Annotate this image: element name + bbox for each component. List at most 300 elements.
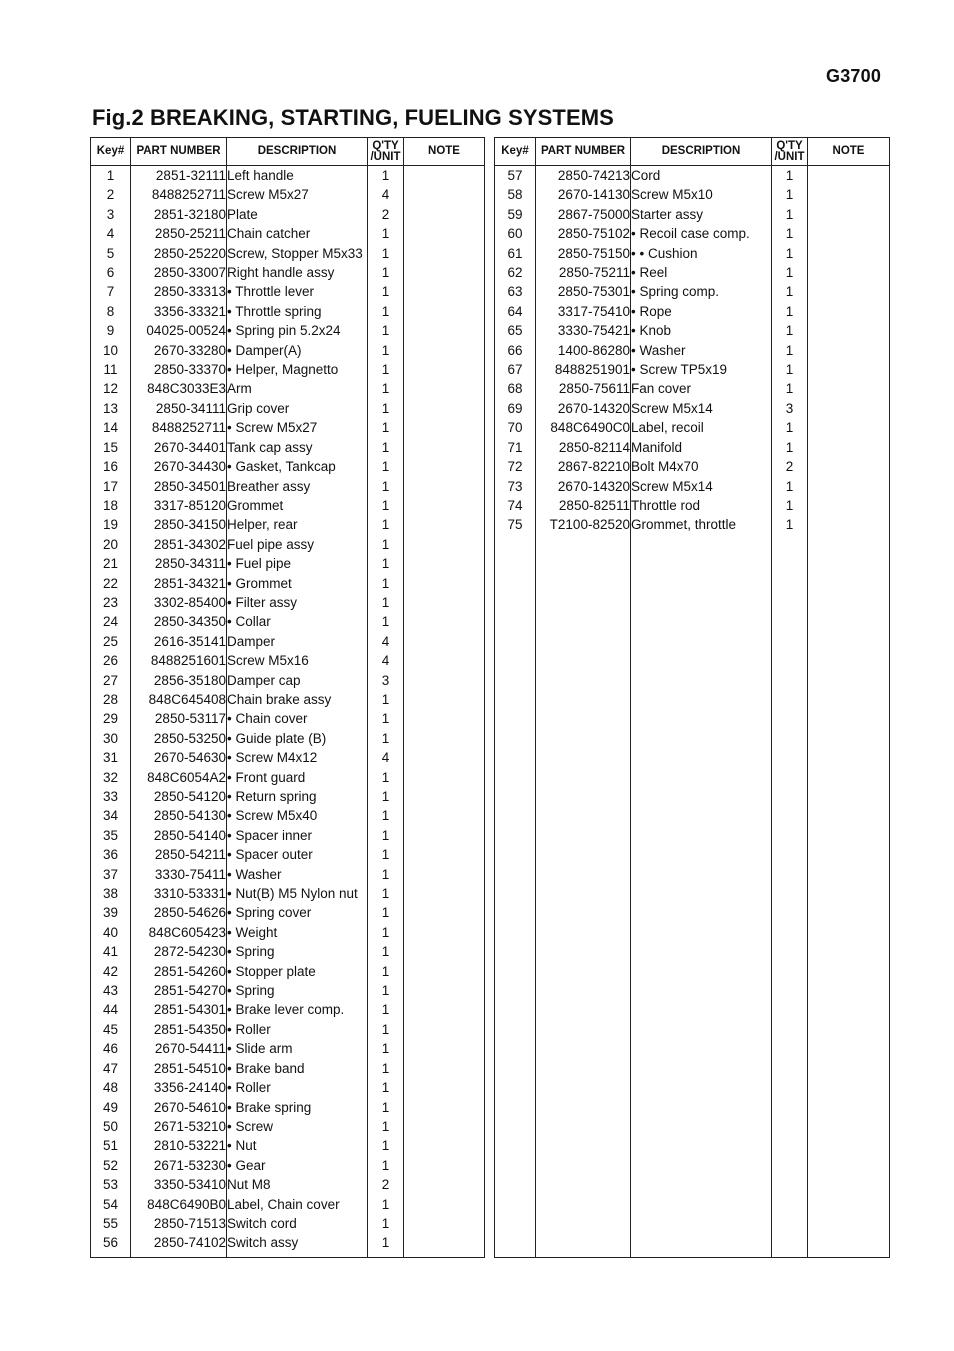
- table-row: [91, 632, 485, 651]
- note-cell: [404, 535, 485, 554]
- description-cell: Throttle rod: [631, 496, 772, 515]
- part-number-cell: 2851-54510: [131, 1059, 227, 1078]
- part-number-cell: 2850-75102: [536, 224, 631, 243]
- table-row: [495, 457, 890, 476]
- note-cell: [808, 321, 890, 340]
- key-cell: 53: [91, 1175, 131, 1194]
- description-cell: • Brake band: [227, 1059, 368, 1078]
- description-cell: • Spring cover: [227, 903, 368, 922]
- note-cell: [404, 1117, 485, 1136]
- note-cell: [404, 302, 485, 321]
- qty-cell: 1: [368, 981, 404, 1000]
- part-number-cell: 1400-86280: [536, 341, 631, 360]
- note-cell: [808, 496, 890, 515]
- part-number-cell: 3350-53410: [131, 1175, 227, 1194]
- table-row: [91, 962, 485, 981]
- part-number-cell: 2850-54211: [131, 845, 227, 864]
- header-qty-line2: /UNIT: [774, 150, 805, 163]
- part-number-cell: 2872-54230: [131, 942, 227, 961]
- key-cell: 61: [495, 244, 536, 263]
- key-cell: 38: [91, 884, 131, 903]
- qty-cell: 1: [772, 205, 808, 224]
- note-cell: [404, 923, 485, 942]
- note-cell: [404, 768, 485, 787]
- table-row: [495, 263, 890, 282]
- key-cell: 8: [91, 302, 131, 321]
- key-cell: 57: [495, 166, 536, 186]
- key-cell: 65: [495, 321, 536, 340]
- key-cell: 71: [495, 438, 536, 457]
- table-row: [91, 1136, 485, 1155]
- description-cell: • Helper, Magnetto: [227, 360, 368, 379]
- table-row: [495, 360, 890, 379]
- header-description: DESCRIPTION: [631, 138, 772, 166]
- description-cell: Screw M5x14: [631, 399, 772, 418]
- note-cell: [404, 806, 485, 825]
- table-row: [91, 1156, 485, 1175]
- note-cell: [404, 399, 485, 418]
- part-number-cell: 2670-54411: [131, 1039, 227, 1058]
- table-row: [91, 1117, 485, 1136]
- table-row: [91, 981, 485, 1000]
- description-cell: Cord: [631, 166, 772, 186]
- part-number-cell: 2851-32111: [131, 166, 227, 186]
- qty-cell: 1: [368, 884, 404, 903]
- description-cell: Switch assy: [227, 1233, 368, 1252]
- qty-cell: 1: [368, 729, 404, 748]
- empty-cell: [131, 1253, 227, 1258]
- table-row: [91, 224, 485, 243]
- part-number-cell: 2851-54301: [131, 1000, 227, 1019]
- note-cell: [404, 1195, 485, 1214]
- qty-cell: 1: [368, 515, 404, 534]
- part-number-cell: 2850-75301: [536, 282, 631, 301]
- key-cell: 13: [91, 399, 131, 418]
- key-cell: 42: [91, 962, 131, 981]
- qty-cell: 1: [368, 1156, 404, 1175]
- part-number-cell: 2850-71513: [131, 1214, 227, 1233]
- table-header-row: [91, 138, 485, 166]
- description-cell: • Chain cover: [227, 709, 368, 728]
- part-number-cell: 2671-53230: [131, 1156, 227, 1175]
- table-header-row: [495, 138, 890, 166]
- part-number-cell: 2851-32180: [131, 205, 227, 224]
- part-number-cell: 2850-54130: [131, 806, 227, 825]
- qty-cell: 1: [368, 593, 404, 612]
- table-row: [91, 593, 485, 612]
- part-number-cell: 3317-85120: [131, 496, 227, 515]
- table-row: [91, 515, 485, 534]
- qty-cell: 1: [772, 263, 808, 282]
- table-row: [495, 399, 890, 418]
- key-cell: 70: [495, 418, 536, 437]
- key-cell: 51: [91, 1136, 131, 1155]
- note-cell: [404, 1175, 485, 1194]
- qty-cell: 4: [368, 651, 404, 670]
- qty-cell: 1: [368, 1000, 404, 1019]
- table-row: [91, 205, 485, 224]
- table-row: [91, 341, 485, 360]
- qty-cell: 1: [368, 1214, 404, 1233]
- qty-cell: 1: [368, 768, 404, 787]
- part-number-cell: T2100-82520: [536, 515, 631, 534]
- part-number-cell: 8488251601: [131, 651, 227, 670]
- description-cell: Starter assy: [631, 205, 772, 224]
- description-cell: Grommet: [227, 496, 368, 515]
- qty-cell: 1: [772, 321, 808, 340]
- empty-cell: [631, 535, 772, 1258]
- part-number-cell: 2850-33370: [131, 360, 227, 379]
- table-row: [91, 1195, 485, 1214]
- part-number-cell: 2851-54350: [131, 1020, 227, 1039]
- description-cell: Left handle: [227, 166, 368, 186]
- part-number-cell: 3330-75421: [536, 321, 631, 340]
- qty-cell: 1: [368, 1233, 404, 1252]
- qty-cell: 1: [368, 1078, 404, 1097]
- part-number-cell: 2616-35141: [131, 632, 227, 651]
- key-cell: 54: [91, 1195, 131, 1214]
- table-row: [91, 923, 485, 942]
- description-cell: Grommet, throttle: [631, 515, 772, 534]
- note-cell: [404, 593, 485, 612]
- table-row: [91, 185, 485, 204]
- qty-cell: 1: [772, 166, 808, 186]
- parts-table-left-body: [91, 166, 485, 1258]
- table-row: [91, 282, 485, 301]
- table-row: [91, 612, 485, 631]
- part-number-cell: 2850-53117: [131, 709, 227, 728]
- description-cell: • Spring: [227, 942, 368, 961]
- header-qty-line1: Q'TY: [372, 139, 399, 152]
- part-number-cell: 2856-35180: [131, 671, 227, 690]
- table-row: [91, 1000, 485, 1019]
- note-cell: [404, 671, 485, 690]
- note-cell: [404, 1020, 485, 1039]
- description-cell: Fan cover: [631, 379, 772, 398]
- description-cell: • Spring: [227, 981, 368, 1000]
- qty-cell: 1: [772, 418, 808, 437]
- key-cell: 34: [91, 806, 131, 825]
- part-number-cell: 2850-54626: [131, 903, 227, 922]
- table-row: [91, 1098, 485, 1117]
- part-number-cell: 2670-14130: [536, 185, 631, 204]
- key-cell: 59: [495, 205, 536, 224]
- key-cell: 39: [91, 903, 131, 922]
- part-number-cell: 04025-00524: [131, 321, 227, 340]
- part-number-cell: 2851-34302: [131, 535, 227, 554]
- key-cell: 33: [91, 787, 131, 806]
- qty-cell: 1: [772, 515, 808, 534]
- part-number-cell: 2670-33280: [131, 341, 227, 360]
- part-number-cell: 3356-24140: [131, 1078, 227, 1097]
- note-cell: [404, 787, 485, 806]
- part-number-cell: 2851-54260: [131, 962, 227, 981]
- qty-cell: 1: [368, 535, 404, 554]
- description-cell: Bolt M4x70: [631, 457, 772, 476]
- note-cell: [404, 1233, 485, 1252]
- part-number-cell: 2850-82511: [536, 496, 631, 515]
- part-number-cell: 2850-82114: [536, 438, 631, 457]
- description-cell: • Nut(B) M5 Nylon nut: [227, 884, 368, 903]
- qty-cell: 1: [772, 244, 808, 263]
- qty-cell: 1: [772, 185, 808, 204]
- qty-cell: 1: [772, 438, 808, 457]
- description-cell: • Washer: [631, 341, 772, 360]
- key-cell: 6: [91, 263, 131, 282]
- note-cell: [404, 341, 485, 360]
- part-number-cell: 2850-75611: [536, 379, 631, 398]
- table-row: [91, 438, 485, 457]
- key-cell: 46: [91, 1039, 131, 1058]
- part-number-cell: 2867-75000: [536, 205, 631, 224]
- key-cell: 49: [91, 1098, 131, 1117]
- key-cell: 52: [91, 1156, 131, 1175]
- header-description: DESCRIPTION: [227, 138, 368, 166]
- part-number-cell: 2850-33313: [131, 282, 227, 301]
- part-number-cell: 3356-33321: [131, 302, 227, 321]
- note-cell: [808, 379, 890, 398]
- qty-cell: 1: [368, 341, 404, 360]
- part-number-cell: 2850-75150: [536, 244, 631, 263]
- part-number-cell: 848C3033E3: [131, 379, 227, 398]
- parts-table-right: [494, 137, 890, 1258]
- header-note: NOTE: [808, 138, 890, 166]
- note-cell: [404, 962, 485, 981]
- qty-cell: 2: [368, 205, 404, 224]
- qty-cell: 1: [368, 612, 404, 631]
- key-cell: 75: [495, 515, 536, 534]
- description-cell: • • Cushion: [631, 244, 772, 263]
- part-number-cell: 2850-34150: [131, 515, 227, 534]
- table-row: [91, 671, 485, 690]
- table-row: [495, 418, 890, 437]
- header-qty: [772, 138, 808, 166]
- header-note: NOTE: [404, 138, 485, 166]
- key-cell: 2: [91, 185, 131, 204]
- note-cell: [808, 166, 890, 186]
- qty-cell: 1: [368, 1059, 404, 1078]
- qty-cell: 1: [772, 477, 808, 496]
- description-cell: • Screw: [227, 1117, 368, 1136]
- note-cell: [404, 360, 485, 379]
- table-row: [495, 282, 890, 301]
- qty-cell: 4: [368, 632, 404, 651]
- description-cell: • Knob: [631, 321, 772, 340]
- description-cell: • Reel: [631, 263, 772, 282]
- part-number-cell: 3302-85400: [131, 593, 227, 612]
- key-cell: 35: [91, 826, 131, 845]
- description-cell: • Spacer inner: [227, 826, 368, 845]
- note-cell: [404, 1000, 485, 1019]
- note-cell: [404, 477, 485, 496]
- header-qty-line1: Q'TY: [776, 139, 803, 152]
- key-cell: 45: [91, 1020, 131, 1039]
- empty-cell: [808, 535, 890, 1258]
- qty-cell: 1: [368, 244, 404, 263]
- header-qty: [368, 138, 404, 166]
- table-row: [495, 321, 890, 340]
- note-cell: [808, 399, 890, 418]
- part-number-cell: 2670-14320: [536, 399, 631, 418]
- qty-cell: 1: [368, 826, 404, 845]
- table-row: [91, 574, 485, 593]
- part-number-cell: 2851-34321: [131, 574, 227, 593]
- part-number-cell: 2850-25220: [131, 244, 227, 263]
- qty-cell: 1: [772, 224, 808, 243]
- table-row: [495, 496, 890, 515]
- key-cell: 29: [91, 709, 131, 728]
- key-cell: 16: [91, 457, 131, 476]
- description-cell: • Collar: [227, 612, 368, 631]
- description-cell: Switch cord: [227, 1214, 368, 1233]
- description-cell: • Filter assy: [227, 593, 368, 612]
- note-cell: [404, 632, 485, 651]
- description-cell: • Screw M5x27: [227, 418, 368, 437]
- note-cell: [808, 224, 890, 243]
- note-cell: [404, 496, 485, 515]
- key-cell: 28: [91, 690, 131, 709]
- table-row: [91, 845, 485, 864]
- qty-cell: 1: [368, 709, 404, 728]
- description-cell: Screw M5x14: [631, 477, 772, 496]
- description-cell: • Return spring: [227, 787, 368, 806]
- table-row: [495, 185, 890, 204]
- key-cell: 41: [91, 942, 131, 961]
- qty-cell: 1: [368, 1136, 404, 1155]
- note-cell: [404, 457, 485, 476]
- key-cell: 12: [91, 379, 131, 398]
- description-cell: Manifold: [631, 438, 772, 457]
- part-number-cell: 848C6490C0: [536, 418, 631, 437]
- part-number-cell: 2670-34430: [131, 457, 227, 476]
- description-cell: • Screw M5x40: [227, 806, 368, 825]
- description-cell: Fuel pipe assy: [227, 535, 368, 554]
- qty-cell: 1: [368, 496, 404, 515]
- table-row: [91, 787, 485, 806]
- description-cell: • Rope: [631, 302, 772, 321]
- qty-cell: 1: [368, 574, 404, 593]
- description-cell: • Spacer outer: [227, 845, 368, 864]
- key-cell: 9: [91, 321, 131, 340]
- empty-cell: [495, 535, 536, 1258]
- description-cell: Screw M5x10: [631, 185, 772, 204]
- qty-cell: 1: [368, 865, 404, 884]
- description-cell: Tank cap assy: [227, 438, 368, 457]
- qty-cell: 1: [368, 554, 404, 573]
- note-cell: [404, 574, 485, 593]
- qty-cell: 1: [368, 1195, 404, 1214]
- note-cell: [404, 748, 485, 767]
- qty-cell: 1: [368, 787, 404, 806]
- description-cell: Breather assy: [227, 477, 368, 496]
- part-number-cell: 2670-54630: [131, 748, 227, 767]
- key-cell: 50: [91, 1117, 131, 1136]
- note-cell: [404, 1136, 485, 1155]
- part-number-cell: 2850-33007: [131, 263, 227, 282]
- description-cell: • Slide arm: [227, 1039, 368, 1058]
- qty-cell: 1: [368, 399, 404, 418]
- note-cell: [404, 379, 485, 398]
- note-cell: [404, 282, 485, 301]
- description-cell: • Brake spring: [227, 1098, 368, 1117]
- part-number-cell: 848C6054A2: [131, 768, 227, 787]
- key-cell: 74: [495, 496, 536, 515]
- qty-cell: 2: [368, 1175, 404, 1194]
- qty-cell: 4: [368, 748, 404, 767]
- description-cell: • Throttle spring: [227, 302, 368, 321]
- note-cell: [404, 981, 485, 1000]
- part-number-cell: 2850-74213: [536, 166, 631, 186]
- table-row: [495, 166, 890, 186]
- note-cell: [808, 457, 890, 476]
- table-row: [91, 263, 485, 282]
- qty-cell: 1: [368, 1020, 404, 1039]
- note-cell: [404, 438, 485, 457]
- key-cell: 3: [91, 205, 131, 224]
- part-number-cell: 2850-75211: [536, 263, 631, 282]
- table-filler-row: [495, 535, 890, 1258]
- qty-cell: 3: [772, 399, 808, 418]
- key-cell: 48: [91, 1078, 131, 1097]
- description-cell: Helper, rear: [227, 515, 368, 534]
- table-row: [91, 1039, 485, 1058]
- table-row: [91, 399, 485, 418]
- description-cell: Right handle assy: [227, 263, 368, 282]
- note-cell: [404, 205, 485, 224]
- qty-cell: 1: [368, 360, 404, 379]
- table-row: [91, 244, 485, 263]
- key-cell: 62: [495, 263, 536, 282]
- table-row: [91, 360, 485, 379]
- description-cell: Label, recoil: [631, 418, 772, 437]
- part-number-cell: 848C645408: [131, 690, 227, 709]
- qty-cell: 1: [368, 282, 404, 301]
- part-number-cell: 2850-34501: [131, 477, 227, 496]
- note-cell: [404, 903, 485, 922]
- part-number-cell: 2810-53221: [131, 1136, 227, 1155]
- note-cell: [404, 651, 485, 670]
- description-cell: Plate: [227, 205, 368, 224]
- header-key: Key#: [495, 138, 536, 166]
- model-number: G3700: [826, 66, 882, 86]
- note-cell: [404, 224, 485, 243]
- note-cell: [808, 205, 890, 224]
- qty-cell: 1: [368, 903, 404, 922]
- table-row: [91, 690, 485, 709]
- key-cell: 7: [91, 282, 131, 301]
- note-cell: [808, 360, 890, 379]
- key-cell: 18: [91, 496, 131, 515]
- qty-cell: 1: [772, 496, 808, 515]
- description-cell: • Guide plate (B): [227, 729, 368, 748]
- figure-title: Fig.2 BREAKING, STARTING, FUELING SYSTEMS: [92, 105, 614, 130]
- empty-cell: [404, 1253, 485, 1258]
- qty-cell: 2: [772, 457, 808, 476]
- key-cell: 64: [495, 302, 536, 321]
- key-cell: 21: [91, 554, 131, 573]
- note-cell: [808, 341, 890, 360]
- qty-cell: 1: [772, 282, 808, 301]
- qty-cell: 1: [368, 224, 404, 243]
- part-number-cell: 3310-53331: [131, 884, 227, 903]
- key-cell: 32: [91, 768, 131, 787]
- table-row: [91, 942, 485, 961]
- table-row: [495, 379, 890, 398]
- table-row: [91, 554, 485, 573]
- description-cell: Screw, Stopper M5x33: [227, 244, 368, 263]
- qty-cell: 1: [772, 379, 808, 398]
- description-cell: • Roller: [227, 1078, 368, 1097]
